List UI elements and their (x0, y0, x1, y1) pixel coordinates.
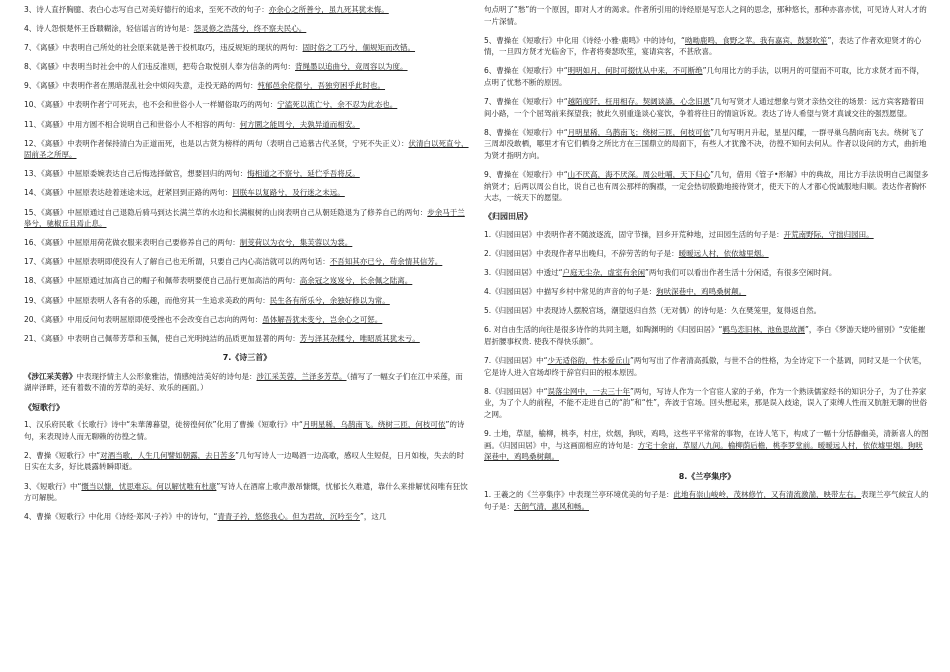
answer-text: 固时俗之工巧兮，偭规矩而改错。 (302, 43, 416, 53)
question-text: 4、诗人怨恨楚怀王昏聩糊涂，轻信谣言的诗句是： (24, 24, 194, 34)
question-item (24, 295, 470, 307)
question-item (24, 314, 470, 326)
question-item (484, 35, 930, 58)
question-text: 12、《离骚》中表明作者保持清白为正道而死，也是以古贤为榜样的两句（表明自己追慕古代圣贤，宁死不失正义）： (24, 138, 409, 148)
question-item (484, 428, 930, 463)
question-item (24, 99, 470, 111)
question-text: 16、《离骚》中屈原用荷花做衣服来表明自己要修养自己的两句： (24, 238, 240, 248)
question-item (24, 207, 470, 230)
duange-questions-left (24, 419, 470, 523)
question-text: 14、《离骚》中屈原表达趁着迷途未远，赶紧回到正路的两句： (24, 188, 233, 198)
question-item (484, 267, 930, 279)
question-item (484, 355, 930, 378)
shejiang-note: （描写了一幅女子们在江中采莲，而湖岸泽畔，还有着数不清的芳草的美好、欢乐的画面。） (24, 371, 463, 393)
shejiang-answer: 涉江采芙蓉，兰泽多芳草。 (256, 371, 347, 381)
question-item (24, 138, 470, 161)
question-tail: ”几句用比方的手法，以明月的可望而不可取，比方求贤才而不得，点明了忧愁不断的原因。 (484, 66, 925, 87)
question-text: 8、《离骚》中表明当时社会中的人们违反准则，把苟合取悦别人奉为信条的两句： (24, 62, 296, 72)
question-text: 2、曹操《短歌行》中“ (24, 450, 101, 460)
answer-text: 天朗气清，惠风和畅。 (514, 502, 589, 511)
answer-text: 亦余心之所善兮，虽九死其犹未悔。 (268, 5, 389, 14)
answer-text: 月明星稀，乌鹊南飞；绕树三匝，何枝可依 (567, 127, 711, 137)
answer-text: 民生各有所乐兮，余独好修以为常。 (269, 295, 390, 305)
question-text: 7.《归园田居》中“ (484, 356, 548, 366)
question-tail: ”两句写出了作者清高孤傲，与世不合的性格，为全诗定下一个基调，同时又是一个伏笔，它是诗人进入官场却终于辞官归田的根本原因。 (484, 356, 927, 377)
question-item (484, 386, 930, 421)
question-tail: ”几句，借用《管子•形解》中的典故，用比方手法说明自己渴望多纳贤才；后两以周公自比，说自己也有周公那样的胸襟，一定会热切殷勤地接待贤才，使天下的人才都心悦诚服地归顺。表达作者胸怀大志，一统天下的愿望。 (484, 170, 929, 203)
question-text: 8.《归园田居》中“ (484, 386, 548, 396)
question-item (24, 237, 470, 249)
question-item (24, 61, 470, 73)
answer-text: 芳与泽其杂糅兮，唯昭质其犹未亏。 (299, 333, 420, 343)
section-title-7: 7.《诗三首》 (222, 353, 272, 363)
question-item (24, 23, 470, 35)
answer-text: 制芰荷以为衣兮，集芙蓉以为裳。 (239, 238, 353, 248)
question-tail: ”几句写诗人一边喝酒一边高歌，感叹人生短促，日月如梭，失去的时日实在太多，好比晨露转瞬即逝。 (24, 450, 465, 472)
shejiang-item (24, 371, 470, 394)
question-text: 1. 王羲之的《兰亭集序》中表现兰亭环境优美的句子是： (484, 490, 674, 500)
question-text: 8、曹操在《短歌行》中“ (484, 127, 568, 137)
question-item (24, 275, 470, 287)
question-text: 17、《离骚》中屈原表明即使没有人了解自己也无所谓，只要自己内心高洁就可以的两句话： (24, 257, 330, 267)
answer-text: 悔相道之不察兮，延伫乎吾将反。 (247, 169, 360, 179)
question-item (24, 80, 470, 92)
answer-text: 明明如月，何时可掇忧从中来，不可断绝 (567, 66, 703, 76)
answer-text: 暧暧远人村，依依墟里烟。 (678, 249, 769, 258)
question-tail: ”两句我们可以看出作者生活十分闲适，有很多空闲时间。 (645, 268, 837, 278)
question-item (24, 4, 470, 16)
question-item (24, 511, 470, 523)
question-text: 20、《离骚》中用反问句表明屈原即使受挫也不会改变自己志向的两句： (24, 314, 263, 324)
answer-text: 开荒南野际，守拙归园田。 (783, 229, 874, 239)
question-item (484, 169, 930, 204)
question-tail: 表现兰亭气候宜人的句子是： (484, 490, 929, 511)
question-tail: ”，这几 (359, 512, 387, 522)
question-item (484, 65, 930, 88)
question-item (24, 333, 470, 345)
question-item (24, 42, 470, 54)
question-text: 6. 对自由生活的向往是很多诗作的共同主题，如陶渊明的《归园田居》“ (484, 325, 723, 335)
question-tail: ”，表达了作者欢迎贤才的心情，一旦四方贤才光临舍下，作者将奏瑟吹笙，宴请宾客，不甚欣喜。 (484, 35, 922, 57)
question-item (484, 96, 930, 119)
lanting-questions (484, 489, 930, 512)
answer-text: 狗吠深巷中，鸡鸣桑树颠。 (656, 287, 747, 297)
answer-text: 背绳墨以追曲兮，竞周容以为度。 (295, 62, 408, 72)
guiyuan-title: 《归园田居》 (484, 212, 532, 222)
question-item (484, 127, 930, 162)
question-tail: ”写诗人在酒席上歌声激昂慷慨，忧郁长久难遣，靠什么来排解忧闷唯有狂饮方可解脱。 (24, 481, 468, 503)
question-text: 21、《离骚》中表明自己佩带芳草和玉佩，使自己光明纯洁的品质更加显著的两句： (24, 333, 300, 343)
question-text: 4、曹操《短歌行》中化用《诗经·郑风·子衿》中的诗句，“ (24, 512, 218, 522)
question-tail: ”几句写贤才人通过想象与贤才亲热交往的场景：远方宾客踏着田间小路，一个个屈驾前来探望我；彼此久别重逢谈心宴饮，争着将往日的情谊诉说。表达了诗人希望与贤才真诚交往的强烈愿望。 (484, 97, 925, 118)
question-text: 11、《离骚》中用方圆不相合说明自己和世俗小人不相容的两句： (24, 119, 240, 129)
question-text: 9. 土地，草屋，榆柳，桃李，村庄，炊烟，狗吠，鸡鸣，这些平平常常的事物，在诗人笔下，构成了一幅十分恬静幽美，清新喜人的图画。《归园田居》中，与这画面相应的诗句是： (484, 429, 929, 450)
answer-text: 宁溘死以流亡兮，余不忍为此态也。 (277, 100, 398, 110)
answer-text: 户庭无尘杂，虚室有余闲 (562, 268, 646, 278)
question-text: 19、《离骚》中屈原表明人各有各的乐趣，而他穷其一生追求美政的两句： (24, 295, 270, 305)
guiyuan-questions (484, 229, 930, 463)
question-item (484, 489, 930, 512)
question-text: 10、《离骚》中表明作者宁可死去，也不会和世俗小人一样媚俗取巧的两句： (24, 100, 278, 110)
question-tail: ”，李白《梦游天姥吟留别》“安能摧眉折腰事权贵. 使我不得快乐颜”。 (484, 325, 926, 346)
question-item (484, 248, 930, 260)
question-text: 3、诗人直抒胸臆、表白心志写自己对美好德行的追求，至死不改的句子： (24, 5, 269, 14)
question-tail: ”的诗句，来表现诗人而无聊赖的彷徨之情。 (24, 420, 465, 441)
answer-text: 虽体解吾犹未变兮，岂余心之可惩。 (262, 314, 383, 324)
answer-text: 回朕车以复路兮，及行迷之未远。 (232, 188, 345, 198)
answer-text: 青青子衿，悠悠我心。但为君故，沉吟至今 (217, 512, 360, 522)
duange-continuation: 句点明了“愁”的一个原因，即对人才的渴求。作者所引用的诗经原是写恋人之间的思念，那种悠长，那种亦喜亦忧，可见诗人对人才的一片深情。 (484, 5, 927, 26)
question-text: 9、曹操在《短歌行》中“ (484, 170, 568, 180)
duange-title: 《短歌行》 (24, 402, 64, 412)
question-text: 7、曹操在《短歌行》中“ (484, 97, 568, 107)
lisao-questions (24, 4, 470, 344)
shejiang-title: 《涉江采芙蓉》 (24, 371, 77, 381)
question-tail: ”两句，写诗人作为一个官宦人家的子弟，作为一个熟读儒家经书的知识分子，为了仕养家业，为了个人的前程，不能不走进自己的“韵”和“性”，奔波于官场。回头想起来，那是误入歧途，误入了束缚人性而又肮脏无聊的世俗之网。 (484, 386, 928, 419)
question-item (24, 450, 470, 473)
answer-text: 对酒当歌，人生几何譬如朝露，去日苦多 (100, 450, 236, 460)
question-text: 1、汉乐府民歌《长歌行》诗中“朱華薄暮望，徒徬徨何依”化用了曹操《短歌行》中“ (24, 420, 303, 430)
answer-text: 羁鸟恋旧林，池鱼思故渊 (722, 325, 805, 335)
question-item (24, 168, 470, 180)
question-text: 5.《归园田居》中表现诗人摆脱官场，潮望返归自然（无对偶）的诗句是：久在樊笼里，复得返自然。 (484, 306, 822, 316)
question-item (24, 419, 470, 442)
answer-text: 高余冠之岌岌兮，长余佩之陆离。 (299, 276, 413, 286)
question-text: 1.《归园田居》中表明作者不随波逐流，固守节操，回乡开荒种地，过田园生活的句子是： (484, 229, 784, 239)
question-text: 3、《短歌行》中“ (24, 481, 82, 491)
question-item (24, 481, 470, 504)
answer-text: 不吾知其亦已兮，苟余情其信芳。 (329, 257, 443, 267)
question-item (484, 229, 930, 241)
question-text: 9、《离骚》中表明作者在黑暗混乱社会中烦闷失意，走投无路的两句： (24, 81, 258, 91)
question-text: 5、曹操在《短歌行》中化用《诗经·小雅·鹿鸣》中的诗句，“ (484, 35, 685, 45)
answer-text: 少无适俗韵，性本爱丘山 (547, 356, 631, 366)
question-text: 6、曹操在《短歌行》中“ (484, 66, 568, 76)
answer-text: 山不厌高，海不厌深。周公吐哺，天下归心 (567, 170, 711, 180)
answer-text: 方宅十余亩，草屋八九间。榆柳荫后檐，桃李罗堂前。暧暧远人村，依依墟里烟。狗吠深巷中，鸡鸣桑树颠。 (484, 440, 923, 462)
answer-text: 月明星稀，乌鹊南飞。绕树三匝，何枝可依 (302, 420, 446, 430)
answer-text: 步余马于兰皋兮，驰椒丘且焉止息。 (24, 207, 465, 229)
question-item (484, 286, 930, 298)
section-title-8: 8.《兰亭集序》 (678, 471, 736, 481)
question-text: 15、《离骚》中屈原通过自己退隐后骑马到达长满兰草的水边和长满椒树的山岗表明自己从朝廷隐退为了修养自己的两句： (24, 207, 428, 217)
right-column (484, 4, 930, 520)
answer-text: 怨灵修之浩荡兮，终不察夫民心。 (193, 24, 307, 34)
question-tail: ”几句写明月升起，星星闪耀，一群寻巢乌鹊向南飞去。绕树飞了三周却没敢栖，哪里才有它们栖身之所比方在三国鼎立的局面下，有些人才犹豫不决，彷徨不知何去何从。作者以设问的方式，曲折地为贤才指明方向。 (484, 127, 927, 160)
shejiang-question: 中表现抒情主人公形象雅洁，情感纯洁美好的诗句是： (76, 371, 257, 381)
question-text: 18、《离骚》中屈原通过加高自己的帽子和佩带表明要使自己品行更加高洁的两句： (24, 276, 300, 286)
answer-text: 呦呦鹿鸣，食野之苹。我有嘉宾，鼓瑟吹笙 (684, 35, 828, 45)
answer-text: 误落尘网中，一去三十年 (547, 386, 631, 396)
left-column (24, 4, 470, 530)
question-text: 13、《离骚》中屈原委婉表达自己后悔选择做官，想要回归的两句： (24, 169, 248, 179)
question-item (24, 187, 470, 199)
question-text: 3.《归园田居》中透过“ (484, 268, 563, 278)
question-text: 4.《归园田居》中描写乡村中常见的声音的句子是： (484, 287, 657, 297)
answer-text: 慨当以慷，忧思难忘。何以解忧唯有杜康 (81, 481, 217, 491)
answer-text: 越陌度阡，枉用相存。契阔谈讌，心念旧恩 (567, 97, 711, 107)
question-item (484, 305, 930, 317)
question-text: 7、《离骚》中表明自己所处的社会原来就是善于投机取巧，违反规矩的现状的两句： (24, 43, 303, 53)
question-item (24, 119, 470, 131)
answer-text: 何方圜之能周兮，夫孰异道而相安。 (239, 119, 360, 129)
duange-questions-right (484, 35, 930, 204)
question-item (24, 256, 470, 268)
answer-text: 伏清白以死直兮，固前圣之所厚。 (24, 138, 469, 160)
answer-text: 忳郁邑余侘傺兮，吾独穷困乎此时也。 (257, 81, 386, 91)
question-item (484, 324, 930, 347)
question-text: 2.《归园田居》中表现作者早出晚归，不辞劳苦的句子是： (484, 249, 679, 258)
answer-text: 此地有崇山峻岭，茂林修竹，又有清流激湍，映带左右。 (673, 490, 862, 500)
